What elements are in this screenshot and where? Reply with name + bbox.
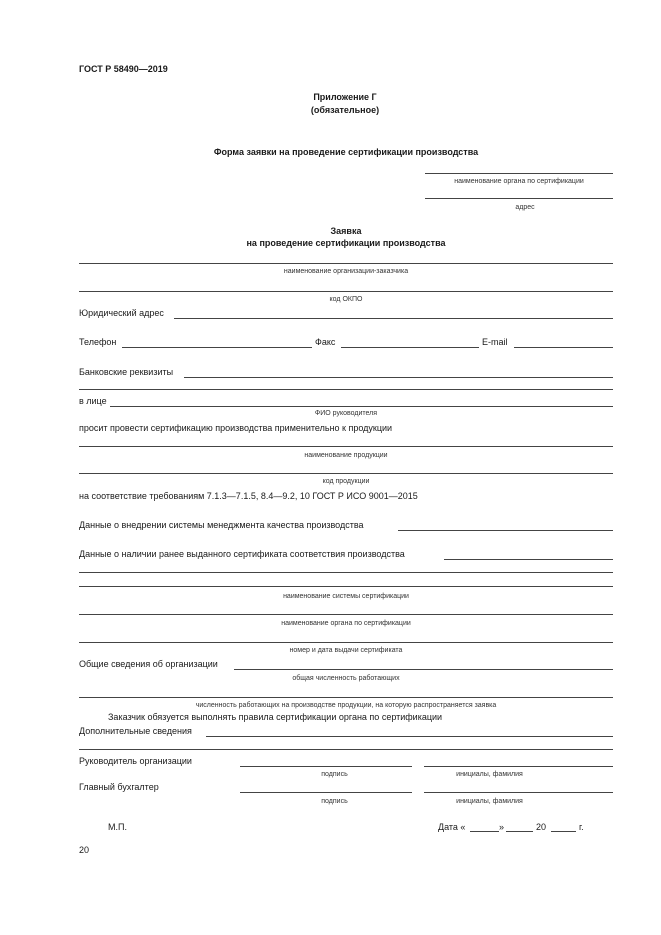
cert-organ-caption: наименование органа по сертификации <box>281 620 411 627</box>
stamp-label: М.П. <box>108 822 127 832</box>
prev-cert-label: Данные о наличии ранее выданного сертификата соответствия производства <box>79 549 405 559</box>
cert-system-caption: наименование системы сертификации <box>283 593 409 600</box>
date-century: 20 <box>536 822 547 832</box>
director-label: Руководитель организации <box>79 756 192 766</box>
date-label: Дата « <box>438 822 466 832</box>
accountant-name-caption: инициалы, фамилия <box>456 798 523 805</box>
address-caption: адрес <box>515 204 535 211</box>
fax-label: Факс <box>315 337 336 347</box>
organ-name-line[interactable] <box>425 173 613 174</box>
date-quote-close: » <box>499 822 505 832</box>
compliance-text: на соответствие требованиям 7.1.3—7.1.5, 8.4—9.2, 10 ГОСТ Р ИСО 9001—2015 <box>79 491 418 501</box>
address-line[interactable] <box>425 198 613 199</box>
head-fio-line[interactable] <box>110 406 613 407</box>
appendix-subtitle: (обязательное) <box>310 105 380 115</box>
phone-label: Телефон <box>79 337 117 347</box>
qms-line[interactable] <box>398 530 613 531</box>
director-signature-caption: подпись <box>321 771 348 778</box>
accountant-label: Главный бухгалтер <box>79 782 159 792</box>
accountant-name-line[interactable] <box>424 792 613 793</box>
total-staff-line[interactable] <box>234 669 613 670</box>
in-person-label: в лице <box>79 396 107 406</box>
okpo-line[interactable] <box>79 291 613 292</box>
bank-label: Банковские реквизиты <box>79 367 174 377</box>
qms-label: Данные о внедрении системы менеджмента качества производства <box>79 520 364 530</box>
obligation-text: Заказчик обязуется выполнять правила сертификации органа по сертификации <box>108 712 443 722</box>
cert-organ-line[interactable] <box>79 614 613 615</box>
product-name-caption: наименование продукции <box>304 452 388 459</box>
date-year-suffix: г. <box>579 822 584 832</box>
product-code-line[interactable] <box>79 473 613 474</box>
email-label: E-mail <box>482 337 508 347</box>
additional-line-1[interactable] <box>206 736 613 737</box>
bank-line-1[interactable] <box>184 377 613 378</box>
director-signature-line[interactable] <box>240 766 412 767</box>
total-staff-caption: общая численность работающих <box>292 675 400 682</box>
email-line[interactable] <box>514 347 613 348</box>
date-day-line[interactable] <box>470 831 499 832</box>
customer-caption: наименование организации-заказчика <box>283 268 409 275</box>
product-code-caption: код продукции <box>322 478 370 485</box>
form-title: Форма заявки на проведение сертификации производства <box>213 147 479 157</box>
director-name-line[interactable] <box>424 766 613 767</box>
production-staff-line[interactable] <box>79 697 613 698</box>
legal-address-line[interactable] <box>174 318 613 319</box>
accountant-signature-line[interactable] <box>240 792 412 793</box>
production-staff-caption: численность работающих на производстве продукции, на которую распространяется заявка <box>195 702 497 709</box>
additional-line-2[interactable] <box>79 749 613 750</box>
appendix-title: Приложение Г <box>313 92 377 102</box>
fax-line[interactable] <box>341 347 479 348</box>
director-name-caption: инициалы, фамилия <box>456 771 523 778</box>
phone-line[interactable] <box>122 347 312 348</box>
application-subtitle: на проведение сертификации производства <box>246 238 446 248</box>
prev-cert-line-1[interactable] <box>444 559 613 560</box>
okpo-caption: код ОКПО <box>329 296 363 303</box>
cert-number-caption: номер и дата выдачи сертификата <box>289 647 403 654</box>
product-name-line[interactable] <box>79 446 613 447</box>
bank-line-2[interactable] <box>79 389 613 390</box>
application-title: Заявка <box>330 226 362 236</box>
organ-name-caption: наименование органа по сертификации <box>454 178 584 185</box>
accountant-signature-caption: подпись <box>321 798 348 805</box>
request-text: просит провести сертификацию производства применительно к продукции <box>79 423 393 433</box>
additional-label: Дополнительные сведения <box>79 726 192 736</box>
date-year-line[interactable] <box>551 831 576 832</box>
legal-address-label: Юридический адрес <box>79 308 164 318</box>
prev-cert-line-2[interactable] <box>79 572 613 573</box>
head-fio-caption: ФИО руководителя <box>314 410 378 417</box>
document-code: ГОСТ Р 58490—2019 <box>79 64 168 74</box>
date-month-line[interactable] <box>506 831 533 832</box>
page-number: 20 <box>79 845 90 855</box>
org-info-label: Общие сведения об организации <box>79 659 218 669</box>
cert-number-line[interactable] <box>79 642 613 643</box>
cert-system-line[interactable] <box>79 586 613 587</box>
customer-line[interactable] <box>79 263 613 264</box>
